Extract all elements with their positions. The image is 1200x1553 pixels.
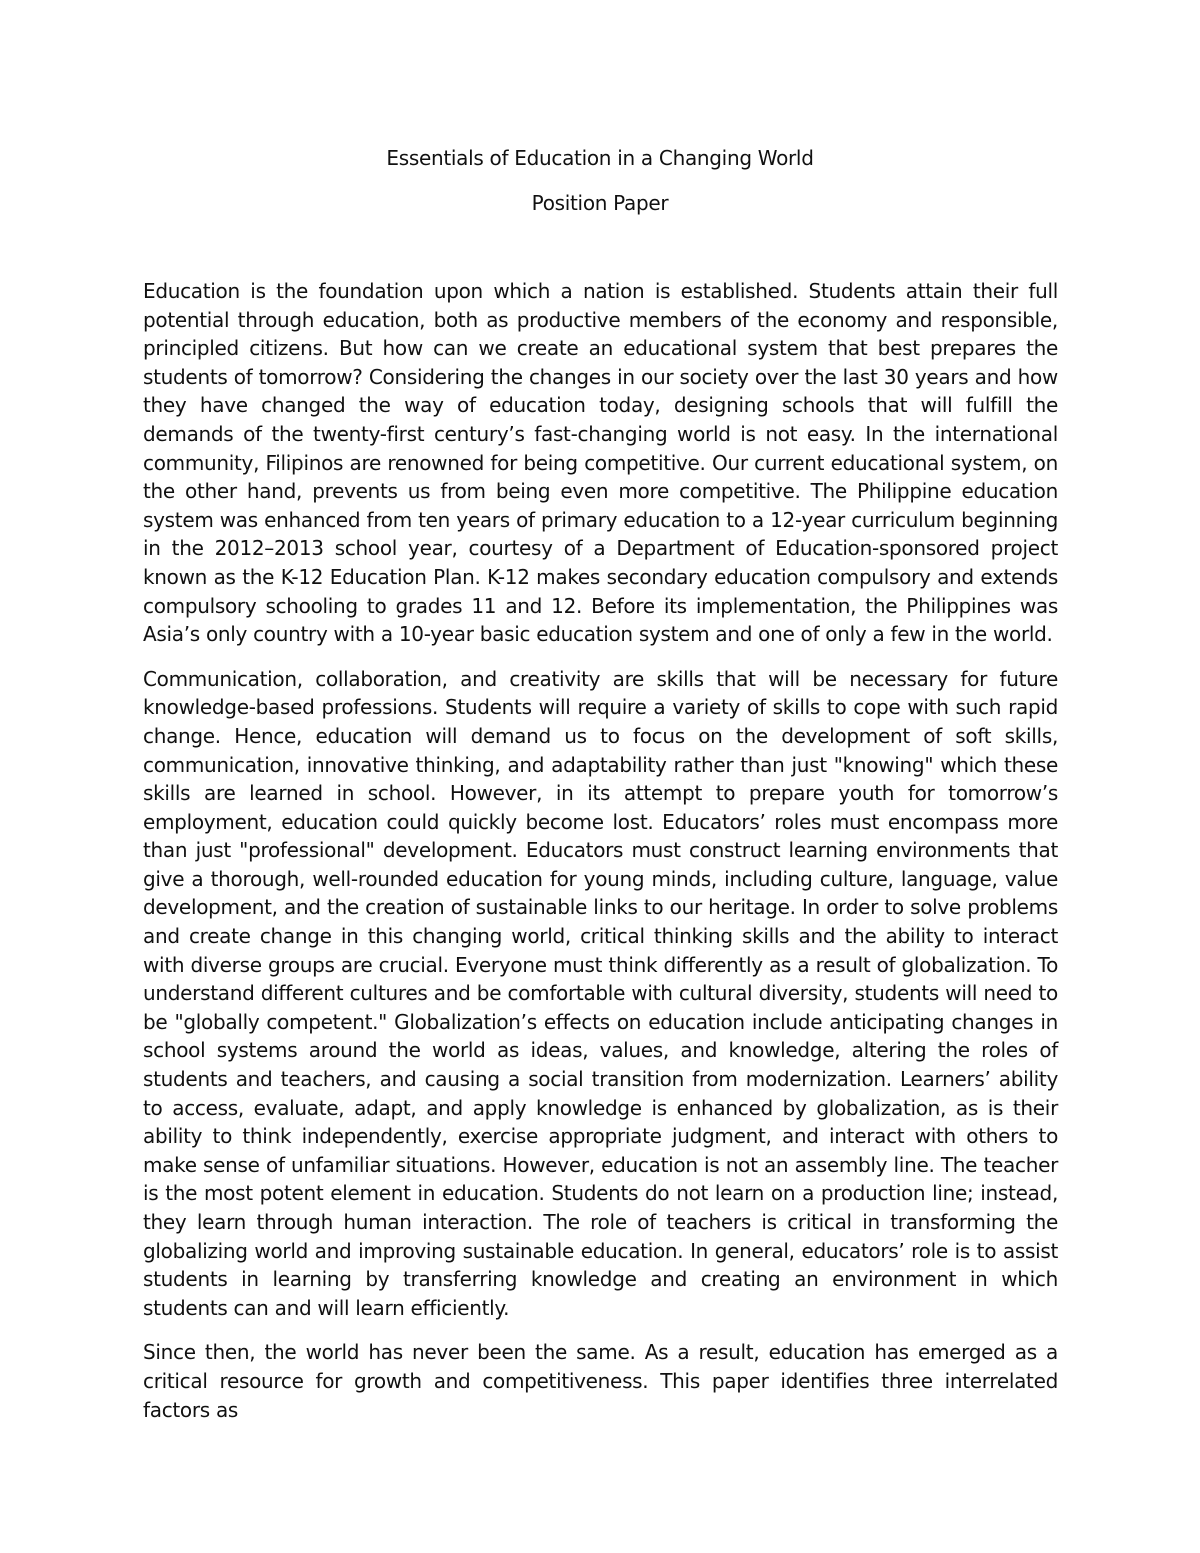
paragraph-2: Communication, collaboration, and creativity are skills that will be necessary for future knowledge-based professions. Students will require a variety of skills to cope with such rapid change. Hence, education will demand us to focus on the development of soft skills, communication, innovative thinking, and adaptability rather than just "knowing" which these skills are learned in school. However, in its attempt to prepare youth for tomorrow’s employment, education could quickly become lost. Educators’ roles must encompass more than just "professional" development. Educators must construct learning environments that give a thorough, well-rounded education for young minds, including culture, language, value development, and the creation of sustainable links to our heritage. In order to solve problems and create change in this changing world, critical thinking skills and the ability to interact with diverse groups are crucial. Everyone must think differently as a result of globalization. To understand different cultures and be comfortable with cultural diversity, students will need to be "globally competent." Globalization’s effects on education include anticipating changes in school systems around the world as ideas, values, and knowledge, altering the roles of students and teachers, and causing a social transition from modernization. Learners’ ability to access, evaluate, adapt, and apply knowledge is enhanced by globalization, as is their ability to think independently, exercise appropriate judgment, and interact with others to make sense of unfamiliar situations. However, education is not an assembly line. The teacher is the most potent element in education. Students do not learn on a production line; instead, they learn through human interaction. The role of teachers is critical in transforming the globalizing world and improving sustainable education. In general, educators’ role is to assist students in learning by transferring knowledge and creating an environment in which students can and will learn efficiently. [143,666,1058,1320]
paragraph-3: Since then, the world has never been the same. As a result, education has emerged as a critical resource for growth and competitiveness. This paper identifies three interrelated factors as [143,1340,1058,1422]
document-title: Essentials of Education in a Changing World [386,146,814,170]
paragraph-1: Education is the foundation upon which a nation is established. Students attain their full potential through education, both as productive members of the economy and responsible, principled citizens. But how can we create an educational system that best prepares the students of tomorrow? Considering the changes in our society over the last 30 years and how they have changed the way of education today, designing schools that will fulfill the demands of the twenty-first century’s fast-changing world is not easy. In the international community, Filipinos are renowned for being competitive. Our current educational system, on the other hand, prevents us from being even more competitive. The Philippine education system was enhanced from ten years of primary education to a 12-year curriculum beginning in the 2012–2013 school year, courtesy of a Department of Education-sponsored project known as the K-12 Education Plan. K-12 makes secondary education compulsory and extends compulsory schooling to grades 11 and 12. Before its implementation, the Philippines was Asia’s only country with a 10-year basic education system and one of only a few in the world. [143,279,1058,647]
document-subtitle: Position Paper [531,191,669,215]
document-body [143,277,1058,1440]
